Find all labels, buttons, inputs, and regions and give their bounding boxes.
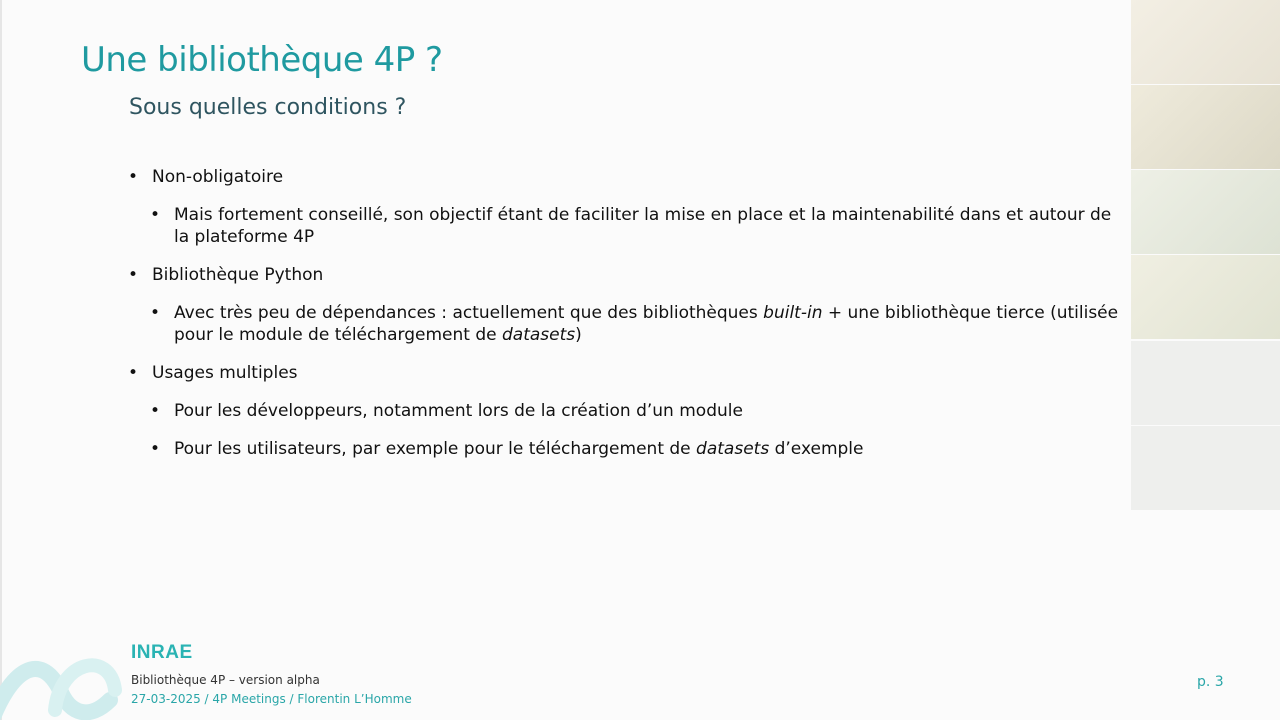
- participant-tile[interactable]: [1131, 341, 1280, 425]
- participant-tile[interactable]: [1131, 170, 1280, 254]
- bullet-item: • Non-obligatoire: [128, 166, 1128, 188]
- sub-bullet-text: Avec très peu de dépendances : actuellement que des bibliothèques: [174, 303, 764, 323]
- bullet-item: • Usages multiples: [128, 362, 1128, 384]
- footer-meta: 27-03-2025 / 4P Meetings / Florentin L’Homme: [131, 692, 412, 706]
- bullet-list: [128, 166, 1128, 476]
- emphasis-text: built-in: [763, 303, 823, 323]
- sub-bullet-item: • Pour les développeurs, notamment lors de la création d’un module: [128, 400, 1128, 422]
- bullet-item: • Bibliothèque Python: [128, 264, 1128, 286]
- emphasis-text: datasets: [502, 325, 576, 345]
- participant-video-strip: [1131, 0, 1280, 512]
- bullet-group: [128, 166, 1128, 248]
- sub-bullet-text: Pour les utilisateurs, par exemple pour le téléchargement de: [174, 439, 697, 459]
- bullet-group: [128, 264, 1128, 346]
- sub-bullet-item: [128, 438, 1128, 460]
- sub-bullet-text: + une bibliothèque tierce (utilisée pour le module de téléchargement de: [174, 303, 1119, 345]
- slide-title: Une bibliothèque 4P ?: [81, 40, 443, 80]
- sub-bullet-item: [128, 302, 1128, 346]
- participant-tile[interactable]: [1131, 85, 1280, 169]
- participant-tile[interactable]: [1131, 255, 1280, 339]
- bullet-group: [128, 362, 1128, 460]
- sub-bullet-text: d’exemple: [769, 439, 864, 459]
- slide-subtitle: Sous quelles conditions ?: [129, 95, 407, 120]
- inrae-logo-arc-icon: [0, 630, 130, 720]
- participant-tile[interactable]: [1131, 426, 1280, 510]
- inrae-logo: INRAE: [131, 642, 193, 663]
- emphasis-text: datasets: [696, 439, 770, 459]
- sub-bullet-text: ): [575, 325, 582, 345]
- page-number: p. 3: [1197, 674, 1224, 690]
- participant-tile[interactable]: [1131, 0, 1280, 84]
- footer-document-title: Bibliothèque 4P – version alpha: [131, 673, 320, 687]
- sub-bullet-item: • Mais fortement conseillé, son objectif étant de faciliter la mise en place et la maintenabilité dans et autour de la plateforme 4P: [128, 204, 1128, 248]
- slide-left-border: [0, 0, 2, 720]
